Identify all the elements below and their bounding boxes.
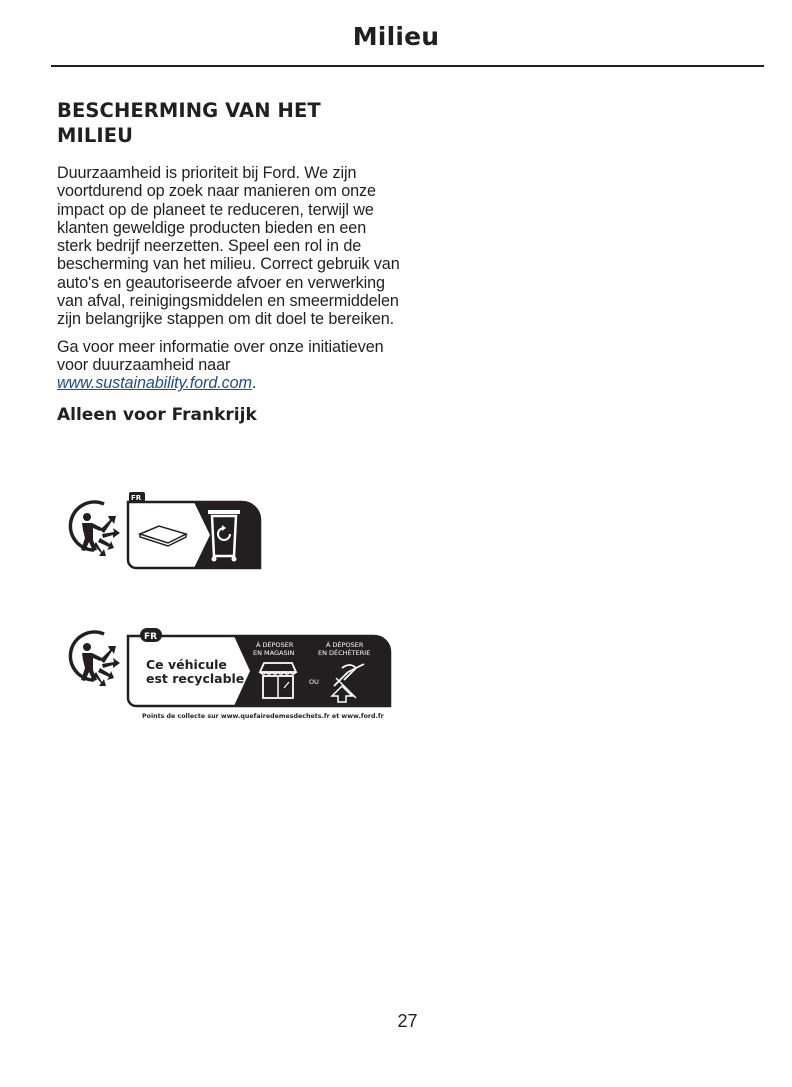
intro-paragraph: Duurzaamheid is prioriteit bij Ford. We zijn voortdurend op zoek naar manieren om onze impact op de planeet te reduceren, terwijl we klanten geweldige producten bieden en een sterk bedrijf neerzetten. Speel een rol in de bescherming van het milieu. Correct gebruik van auto's en geautoriseerde afvoer en verwerking van afval, reinigingsmiddelen en smeermiddelen zijn belangrijke stappen om dit doel te bereiken.: [57, 164, 400, 329]
page-number: 27: [397, 1011, 418, 1031]
dump-label-1: À DÉPOSER: [326, 641, 364, 649]
svg-text:FR: FR: [144, 632, 158, 642]
recyclable-line1: Ce véhicule: [146, 657, 227, 672]
store-label-1: À DÉPOSER: [256, 641, 294, 649]
store-label-2: EN MAGASIN: [253, 649, 295, 657]
svg-text:FR: FR: [131, 494, 142, 502]
info-paragraph: [57, 338, 402, 393]
triman-icon: [70, 632, 120, 686]
france-only-heading: Alleen voor Frankrijk: [57, 404, 257, 425]
or-label: OU: [309, 678, 319, 686]
triman-icon: [70, 502, 120, 556]
collection-points-text: Points de collecte sur www.quefairedemesdechets.fr et www.ford.fr: [142, 713, 384, 720]
triman-packaging-logo: [64, 490, 264, 577]
info-suffix: .: [251, 374, 257, 393]
dump-label-2: EN DÉCHÈTERIE: [318, 649, 371, 657]
info-text: Ga voor meer informatie over onze initiatieven voor duurzaamheid naar: [57, 337, 384, 374]
main-content: [57, 98, 402, 425]
section-heading: BESCHERMING VAN HET MILIEU: [57, 99, 321, 147]
header-divider: [51, 65, 764, 67]
page-title: Milieu: [352, 22, 440, 51]
vehicle-recyclable-logo: [64, 626, 394, 727]
sustainability-link[interactable]: www.sustainability.ford.com: [57, 374, 252, 393]
recyclable-line2: est recyclable: [146, 671, 245, 686]
